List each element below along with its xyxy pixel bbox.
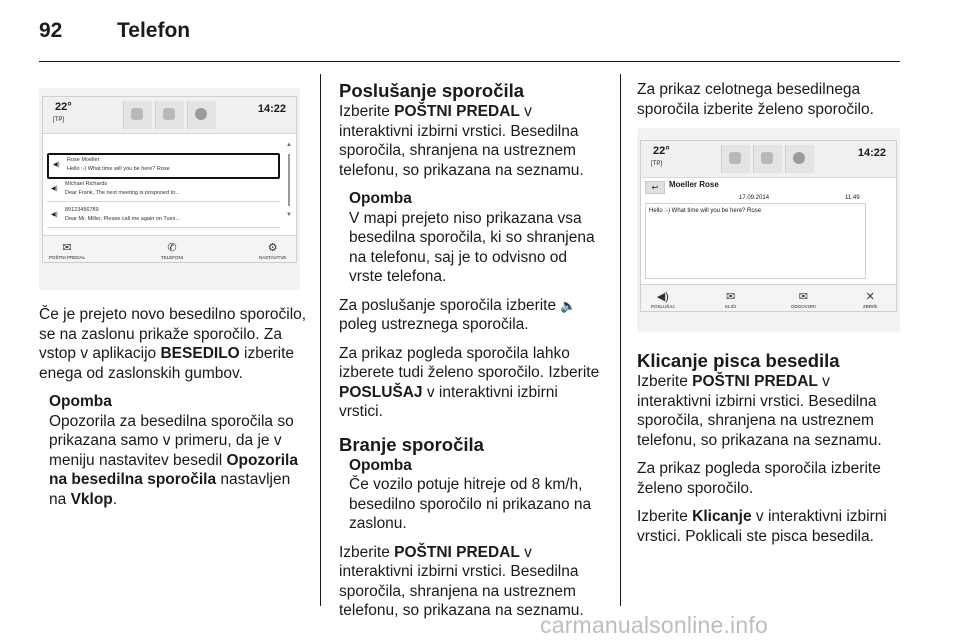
- message-preview: Dear Mr. Miller, Please call me again on Tues...: [65, 216, 180, 222]
- handset-icon: ✆: [167, 242, 177, 254]
- message-body: Hello :-) What time will you be here? Rose: [645, 203, 866, 279]
- speaker-icon: ◀): [51, 212, 58, 218]
- settings-button: ⚙ NASTAVITVE: [259, 242, 287, 260]
- page-number: 92: [39, 19, 63, 42]
- scrollbar: ▲ ▼: [286, 142, 292, 218]
- screen-top-bar: [641, 141, 896, 178]
- call-button: ✉ KLIČI: [725, 291, 737, 309]
- message-sender: 89123456789: [65, 207, 99, 213]
- note: Opomba Opozorila za besedilna sporočila so prikazana samo v primeru, da je v meniju nastavitev besedil Opozorila na besedilna sporočila nastavljen na Vklop.: [49, 392, 309, 509]
- envelope-call-icon: ✉: [726, 291, 736, 303]
- music-icon: [721, 145, 750, 173]
- message-row: [47, 205, 280, 228]
- message-preview: Dear Frank, The next meeting is posponed to...: [65, 190, 180, 196]
- paragraph: Če je prejeto novo besedilno sporočilo, se na zaslonu prikaže sporočilo. Za vstop v aplikacijo BESEDILO izberite enega od zaslonskih gumbov.: [39, 306, 307, 382]
- speaker-icon: ◀): [51, 186, 58, 192]
- reply-button: ✉ ODGOVORI: [791, 291, 816, 309]
- paragraph: Izberite Klicanje v interaktivni izbirni vrstici. Poklicali ste pisca besedila.: [637, 508, 887, 545]
- note: Opomba V mapi prejeto niso prikazana vsa besedilna sporočila, ki so shranjena na telefonu, saj je to odvisno od vrste telefona.: [349, 189, 604, 287]
- watermark: carmanualsonline.info: [540, 612, 768, 638]
- column-divider-2: [620, 74, 621, 606]
- delete-button: ✕ ZBRIŠI: [863, 291, 878, 309]
- temperature: 22°: [55, 101, 72, 113]
- paragraph: Izberite POŠTNI PREDAL v interaktivni izbirni vrstici. Besedilna sporočila, shranjena na ustreznem telefonu, so prikazana na seznamu.: [637, 373, 882, 449]
- speaker-icon: 🔈: [560, 297, 577, 313]
- note: Opomba Če vozilo potuje hitreje od 8 km/h, besedilno sporočilo ni prikazano na zaslonu.: [349, 456, 604, 534]
- paragraph: Izberite POŠTNI PREDAL v interaktivni izbirni vrstici. Besedilna sporočila, shranjena na ustreznem telefonu, so prikazana na seznamu.: [339, 543, 584, 619]
- reply-icon: ✉: [798, 291, 808, 303]
- note-title: Opomba: [49, 393, 112, 410]
- message-row: [47, 153, 280, 179]
- screen-top-bar: [43, 97, 296, 134]
- paragraph: Izberite POŠTNI PREDAL v interaktivni izbirni vrstici. Besedilna sporočila, shranjena na ustreznem telefonu, so prikazana na seznamu.: [339, 103, 584, 179]
- paragraph: Za prikaz pogleda sporočila lahko izberete tudi želeno sporočilo. Izberite POSLUŠAJ v interaktivni izbirni vrstici.: [339, 344, 600, 420]
- phones-button: ✆ TELEFONI: [161, 242, 184, 260]
- inbox-button: ✉ POŠTNI PREDAL: [49, 242, 86, 260]
- envelope-icon: ✉: [62, 242, 72, 254]
- message-sender: Moeller Rose: [669, 180, 719, 189]
- music-icon: [123, 101, 152, 129]
- screen-bottom-bar: [641, 284, 896, 311]
- paragraph: Za poslušanje sporočila izberite 🔈 poleg ustreznega sporočila.: [339, 296, 577, 333]
- phone-icon: [155, 101, 184, 129]
- message-view-screenshot: [637, 128, 900, 332]
- apps-icon: [785, 145, 814, 173]
- message-sender: Rose Moeller: [67, 157, 100, 163]
- column-3-text: [637, 350, 902, 555]
- column-1-text: [39, 305, 309, 518]
- paragraph: Za prikaz pogleda sporočila izberite želeno sporočilo.: [637, 460, 881, 497]
- speaker-icon: ◀): [656, 291, 669, 303]
- note-title: Opomba: [349, 456, 412, 474]
- message-row: [47, 179, 280, 202]
- temperature: 22°: [653, 145, 670, 157]
- column-3-intro: [637, 80, 899, 128]
- clock: 14:22: [257, 103, 286, 115]
- note-title: Opomba: [349, 190, 412, 207]
- message-sender: Michael Richards: [65, 181, 108, 187]
- section-heading: Klicanje pisca besedila: [637, 350, 840, 371]
- column-2-text: [339, 80, 604, 630]
- listen-button: ◀) POSLUŠAJ: [651, 291, 675, 309]
- tp-indicator: [TP]: [651, 161, 663, 167]
- gear-icon: ⚙: [267, 242, 278, 254]
- clock: 14:22: [857, 147, 886, 159]
- speaker-icon: ◀): [53, 162, 60, 168]
- section-heading: Poslušanje sporočila: [339, 80, 525, 101]
- section-heading: Branje sporočila: [339, 433, 484, 455]
- paragraph: Za prikaz celotnega besedilnega sporočila izberite želeno sporočilo.: [637, 81, 874, 118]
- header-rule: [39, 61, 900, 62]
- screen-bottom-bar: [43, 235, 296, 262]
- phone-icon: [753, 145, 782, 173]
- back-arrow-icon: ↩: [645, 181, 665, 194]
- close-icon: ✕: [865, 291, 875, 303]
- tp-indicator: [TP]: [53, 117, 65, 123]
- message-date: 17.09.2014: [739, 195, 770, 201]
- column-divider-1: [320, 74, 321, 606]
- message-time: 11:49: [845, 195, 860, 201]
- message-preview: Hello :-) What time will you be here? Rose: [67, 166, 170, 172]
- inbox-screenshot: [39, 88, 300, 290]
- page-title: Telefon: [117, 19, 191, 42]
- apps-icon: [187, 101, 216, 129]
